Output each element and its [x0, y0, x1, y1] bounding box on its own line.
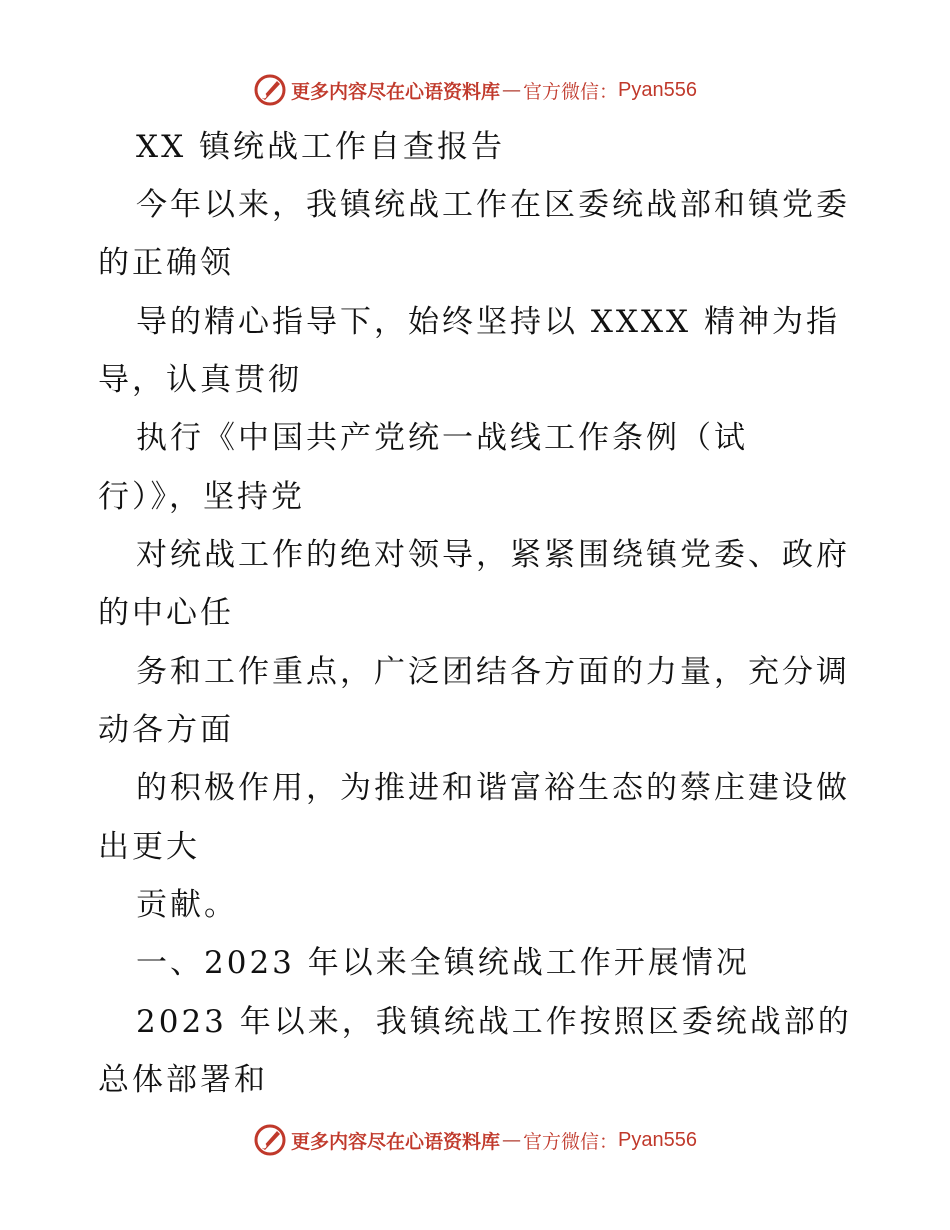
paragraph-line: 今年以来，我镇统战工作在区委统战部和镇党委	[136, 187, 850, 223]
quill-logo-icon	[253, 1123, 287, 1157]
watermark-separator: —	[502, 1129, 522, 1151]
paragraph-line: 贡献。	[136, 887, 238, 923]
watermark-id: Pyan556	[618, 1128, 697, 1151]
watermark-banner-bottom	[0, 1120, 950, 1160]
watermark-separator: —	[502, 79, 522, 101]
watermark-banner-top	[0, 70, 950, 110]
watermark-id: Pyan556	[618, 78, 697, 101]
paragraph-line: 执行《中国共产党统一战线工作条例（试	[136, 420, 748, 456]
paragraph-line: 的正确领	[98, 245, 234, 281]
document-title: XX 镇统战工作自查报告	[136, 129, 505, 165]
paragraph-line: 2023 年以来，我镇统战工作按照区委统战部的	[136, 1004, 852, 1040]
watermark-main-text: 更多内容尽在心语资料库	[291, 80, 501, 103]
paragraph-line: 导的精心指导下，始终坚持以 XXXX 精神为指	[136, 304, 840, 340]
watermark-sub-text: 官方微信：	[523, 80, 619, 103]
watermark-main-text: 更多内容尽在心语资料库	[291, 1130, 501, 1153]
paragraph-line: 对统战工作的绝对领导，紧紧围绕镇党委、政府	[136, 537, 850, 573]
paragraph-line: 的中心任	[98, 595, 234, 631]
paragraph-line: 行）》，坚持党	[98, 479, 305, 515]
paragraph-line: 务和工作重点，广泛团结各方面的力量，充分调	[136, 654, 850, 690]
paragraph-line: 的积极作用，为推进和谐富裕生态的蔡庄建设做	[136, 770, 850, 806]
quill-logo-icon	[253, 73, 287, 107]
section-heading: 一、2023 年以来全镇统战工作开展情况	[136, 945, 750, 981]
paragraph-line: 动各方面	[98, 712, 234, 748]
paragraph-line: 总体部署和	[98, 1062, 268, 1098]
paragraph-line: 出更大	[98, 829, 200, 865]
paragraph-line: 导，认真贯彻	[98, 362, 302, 398]
watermark-sub-text: 官方微信：	[523, 1130, 619, 1153]
